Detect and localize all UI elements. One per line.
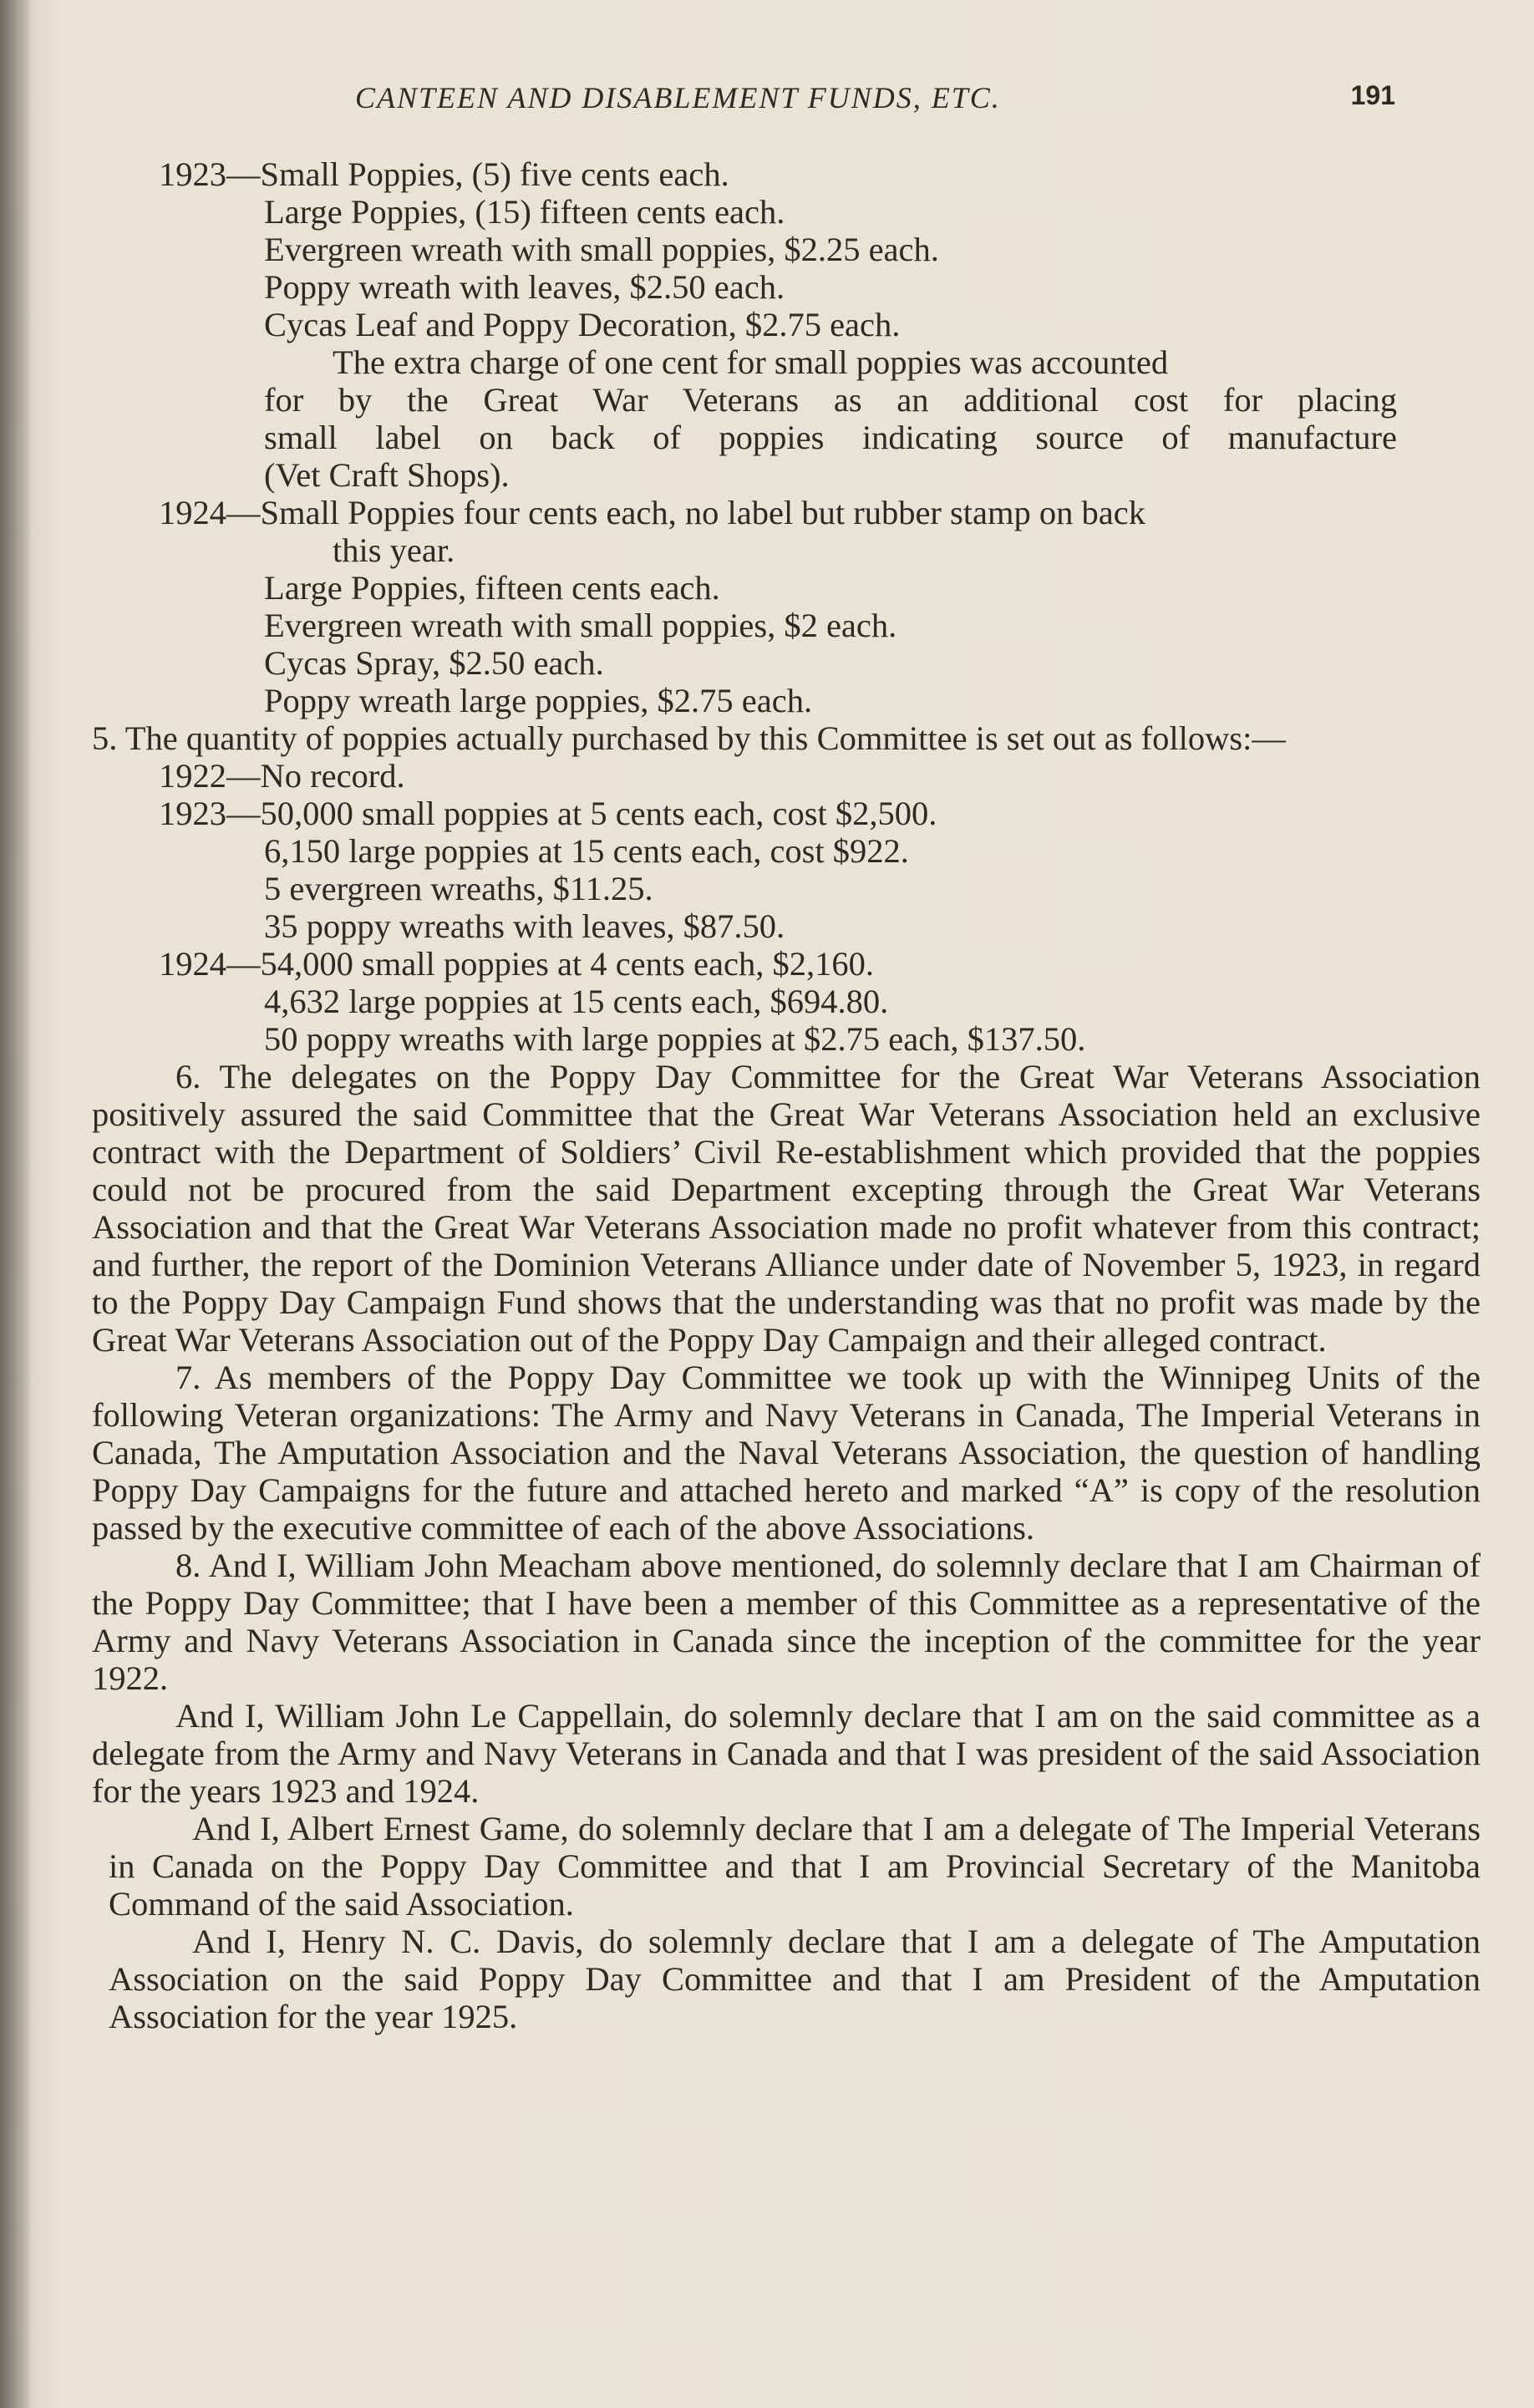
list-item: 1923—Small Poppies, (5) five cents each. [159, 155, 729, 193]
paragraph-le-cappellain: And I, William John Le Cappellain, do solemnly declare that I am on the said committee as a delegate from the Army and Navy Veterans in Canada and that I was president of the said Association for the years 1923 and 1924. [92, 1697, 1481, 1810]
book-spine-shadow [0, 0, 32, 2408]
list-item: 1924—54,000 small poppies at 4 cents each, $2,160. [159, 945, 874, 983]
list-item: Evergreen wreath with small poppies, $2.25 each. [264, 231, 939, 268]
list-item: Evergreen wreath with small poppies, $2 each. [264, 607, 897, 644]
list-item: 1923—50,000 small poppies at 5 cents each, cost $2,500. [159, 795, 937, 832]
page-number: 191 [1350, 80, 1395, 110]
list-item: Cycas Spray, $2.50 each. [264, 644, 604, 682]
list-item: 50 poppy wreaths with large poppies at $2.75 each, $137.50. [264, 1020, 1086, 1058]
list-item: Large Poppies, (15) fifteen cents each. [264, 193, 785, 231]
list-item: 4,632 large poppies at 15 cents each, $694.80. [264, 983, 889, 1020]
note-line: for by the Great War Veterans as an additional cost for placing [264, 381, 1397, 419]
running-head: CANTEEN AND DISABLEMENT FUNDS, ETC. [355, 81, 1001, 114]
prices-1923-list [84, 155, 1397, 494]
note-line: (Vet Craft Shops). [264, 456, 510, 494]
paragraph-5-intro: 5. The quantity of poppies actually purchased by this Committee is set out as follows:— [92, 719, 1286, 757]
list-item: this year. [333, 531, 455, 569]
list-item: 5 evergreen wreaths, $11.25. [264, 870, 653, 907]
prices-1924-list [84, 494, 1397, 719]
list-item: 6,150 large poppies at 15 cents each, cost $922. [264, 832, 909, 870]
paragraph-7: 7. As members of the Poppy Day Committee we took up with the Winnipeg Units of the following Veteran organizations: The Army and Navy Veterans in Canada, The Imperial Veterans in Canada, The Amputation Association and the Naval Veterans Association, the question of handling Poppy Day Campaigns for the future and attached hereto and marked “A” is copy of the resolution passed by the executive committee of each of the above Associations. [92, 1359, 1481, 1547]
note-line: small label on back of poppies indicating source of manufacture [264, 419, 1397, 456]
list-item: 1922—No record. [159, 757, 405, 795]
paragraph-6: 6. The delegates on the Poppy Day Committee for the Great War Veterans Association positively assured the said Committee that the Great War Veterans Association held an exclusive contract with the Department of Soldiers’ Civil Re-establishment which provided that the poppies could not be procured from the said Department excepting through the Great War Veterans Association and that the Great War Veterans Association made no profit whatever from this contract; and further, the report of the Dominion Veterans Alliance under date of November 5, 1923, in regard to the Poppy Day Campaign Fund shows that the understanding was that no profit was made by the Great War Veterans Association out of the Poppy Day Campaign and their alleged contract. [92, 1058, 1481, 1359]
paragraph-8: 8. And I, William John Meacham above mentioned, do solemnly declare that I am Chairman of the Poppy Day Committee; that I have been a member of this Committee as a representative of the Army and Navy Veterans Association in Canada since the inception of the committee for the year 1922. [92, 1547, 1481, 1697]
note-line: The extra charge of one cent for small poppies was accounted [333, 343, 1169, 381]
list-item: 1924—Small Poppies four cents each, no label but rubber stamp on back [159, 494, 1145, 531]
list-item: Poppy wreath with leaves, $2.50 each. [264, 268, 785, 306]
list-item: Large Poppies, fifteen cents each. [264, 569, 720, 607]
list-item: 35 poppy wreaths with leaves, $87.50. [264, 907, 785, 945]
quantities-list [84, 757, 1397, 1058]
paragraph-davis: And I, Henry N. C. Davis, do solemnly declare that I am a delegate of The Amputation Association on the said Poppy Day Committee and that I am President of the Amputation Association for the year 1925. [109, 1923, 1481, 2035]
list-item: Poppy wreath large poppies, $2.75 each. [264, 682, 813, 719]
page-body [84, 155, 1481, 2035]
page-header [84, 80, 1395, 122]
list-item: Cycas Leaf and Poppy Decoration, $2.75 each. [264, 306, 901, 343]
paragraph-game: And I, Albert Ernest Game, do solemnly declare that I am a delegate of The Imperial Veterans in Canada on the Poppy Day Committee and that I am Provincial Secretary of the Manitoba Command of the said Association. [109, 1810, 1481, 1923]
